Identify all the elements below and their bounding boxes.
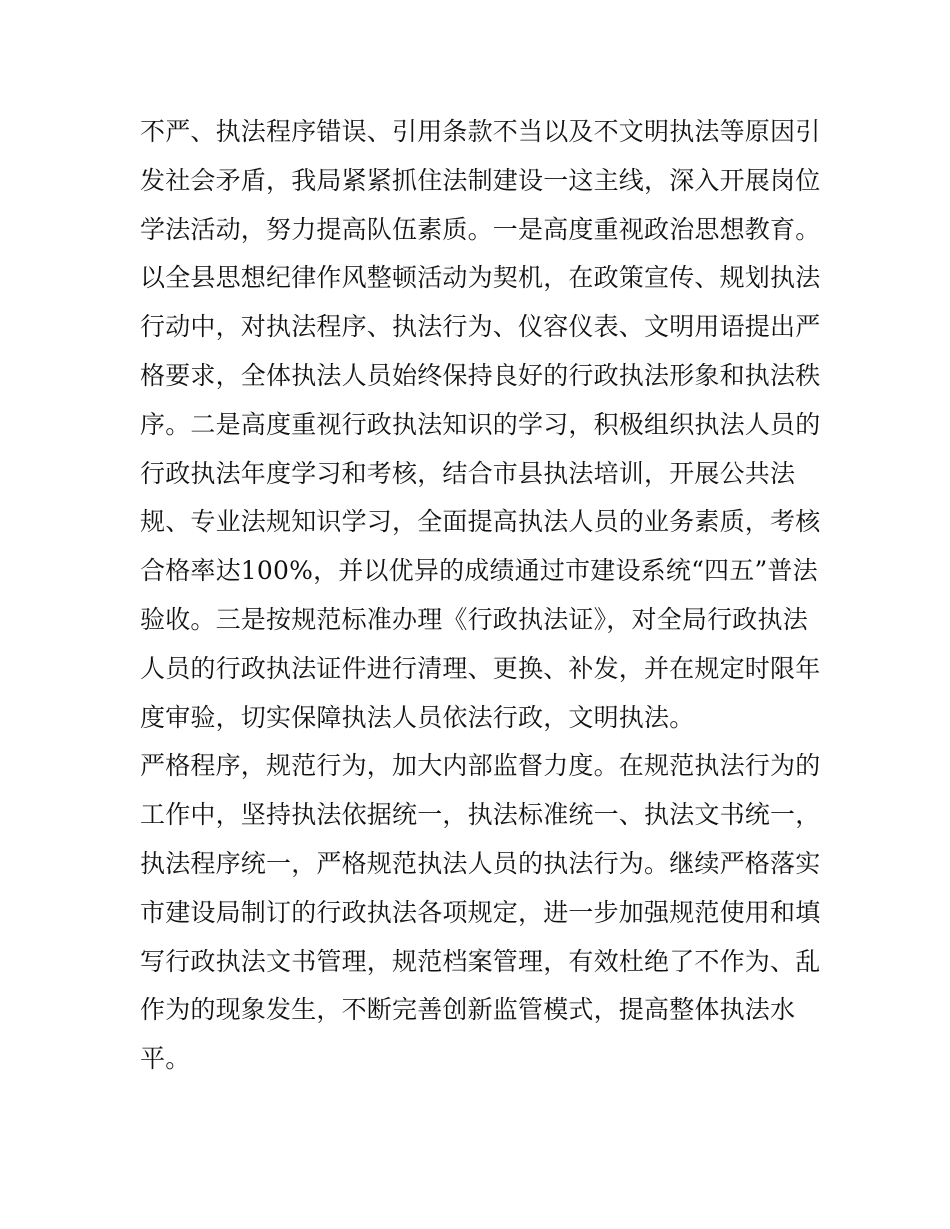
text-line: 工作中，坚持执法依据统一，执法标准统一、执法文书统一， bbox=[140, 800, 821, 830]
text-line: 验收。三是按规范标准办理《行政执法证》，对全局行政执法 bbox=[140, 604, 808, 634]
text-line: 作为的现象发生，不断完善创新监管模式，提高整体执法水 bbox=[140, 995, 796, 1025]
document-page bbox=[140, 108, 821, 1084]
text-line: 以全县思想纪律作风整顿活动为契机，在政策宣传、规划执法 bbox=[140, 263, 821, 293]
text-line: 执法程序统一，严格规范执法人员的执法行为。继续严格落实 bbox=[140, 848, 821, 878]
text-line: 严格程序，规范行为，加大内部监督力度。在规范执法行为的 bbox=[140, 751, 821, 781]
text-line: 序。二是高度重视行政执法知识的学习，积极组织执法人员的 bbox=[140, 409, 821, 439]
text-line: 发社会矛盾，我局紧紧抓住法制建设一这主线，深入开展岗位 bbox=[140, 165, 821, 195]
text-line: 市建设局制订的行政执法各项规定，进一步加强规范使用和填 bbox=[140, 897, 821, 927]
text-line: 规、专业法规知识学习，全面提高执法人员的业务素质，考核 bbox=[140, 507, 821, 537]
paragraph-1 bbox=[140, 108, 821, 742]
text-line: 行动中，对执法程序、执法行为、仪容仪表、文明用语提出严 bbox=[140, 312, 821, 342]
text-line: 学法活动，努力提高队伍素质。一是高度重视政治思想教育。 bbox=[140, 214, 821, 244]
text-line: 行政执法年度学习和考核，结合市县执法培训，开展公共法 bbox=[140, 458, 796, 488]
text-line: 写行政执法文书管理，规范档案管理，有效杜绝了不作为、乱 bbox=[140, 946, 821, 976]
paragraph-2 bbox=[140, 742, 821, 1084]
text-line: 不严、执法程序错误、引用条款不当以及不文明执法等原因引 bbox=[140, 117, 821, 146]
text-line: 合格率达100%，并以优异的成绩通过市建设系统“四五”普法 bbox=[140, 556, 818, 586]
text-line: 人员的行政执法证件进行清理、更换、补发，并在规定时限年 bbox=[140, 653, 821, 683]
text-line: 度审验，切实保障执法人员依法行政，文明执法。 bbox=[140, 702, 695, 732]
text-line: 平。 bbox=[140, 1044, 191, 1074]
text-line: 格要求，全体执法人员始终保持良好的行政执法形象和执法秩 bbox=[140, 360, 821, 390]
